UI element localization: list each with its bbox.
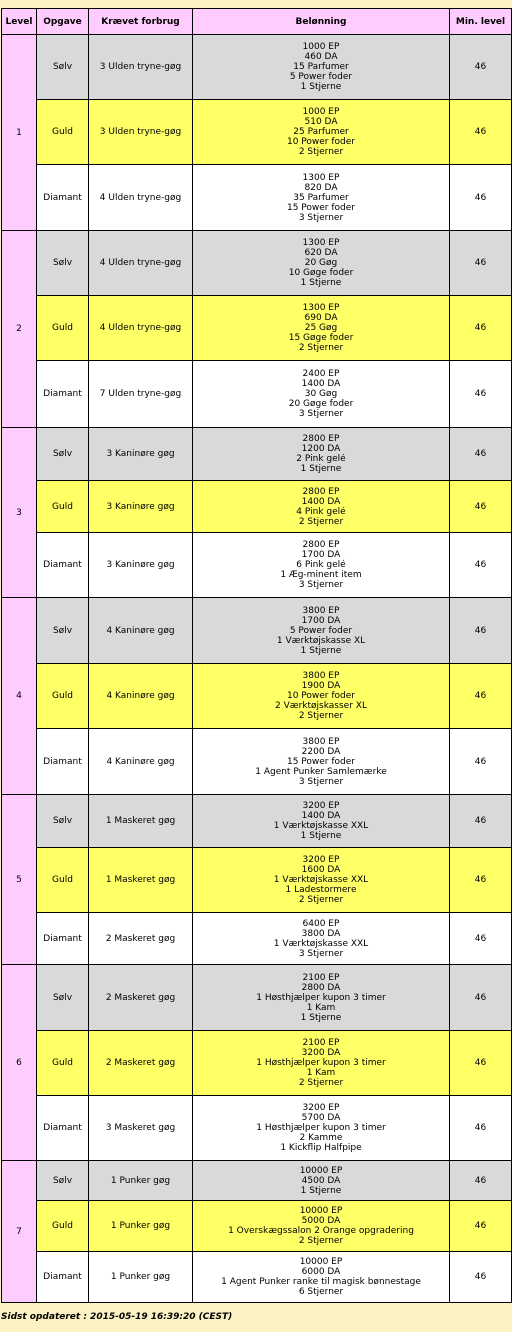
reward-line: 25 Gøg bbox=[304, 323, 338, 333]
task-type-cell: Diamant bbox=[37, 1252, 89, 1303]
reward-line: 1300 EP bbox=[302, 172, 340, 183]
min-level-cell: 46 bbox=[450, 533, 512, 598]
reward-line: 2800 EP bbox=[302, 540, 340, 550]
table-row bbox=[2, 598, 512, 664]
table-row bbox=[2, 231, 512, 296]
reward-line: 3800 EP bbox=[302, 736, 340, 747]
reward-line: 2 Stjerner bbox=[298, 147, 344, 157]
min-level-cell: 46 bbox=[450, 1096, 512, 1161]
min-level-cell: 46 bbox=[450, 1201, 512, 1252]
task-type-cell: Sølv bbox=[37, 1161, 89, 1201]
task-type-cell: Sølv bbox=[37, 965, 89, 1031]
reward-line: 15 Power foder bbox=[286, 756, 355, 767]
min-level-cell: 46 bbox=[450, 1252, 512, 1303]
reward-cell bbox=[193, 1252, 450, 1303]
requirement-cell: 1 Punker gøg bbox=[89, 1201, 193, 1252]
reward-line: 6 Pink gelé bbox=[296, 560, 346, 570]
task-type-cell: Guld bbox=[37, 664, 89, 729]
reward-line: 1600 DA bbox=[301, 865, 341, 875]
reward-line: 3200 EP bbox=[302, 1103, 340, 1113]
reward-line: 5 Power foder bbox=[289, 625, 353, 636]
reward-line: 2800 DA bbox=[301, 982, 341, 993]
table-row bbox=[2, 361, 512, 428]
reward-line: 3800 EP bbox=[302, 671, 340, 681]
reward-line: 1 Værktøjskasse XXL bbox=[273, 938, 369, 949]
task-type-cell: Diamant bbox=[37, 913, 89, 965]
reward-line: 1700 DA bbox=[301, 615, 341, 626]
reward-line: 1 Høsthjælper kupon 3 timer bbox=[256, 1123, 386, 1133]
reward-line: 15 Power foder bbox=[286, 202, 355, 213]
reward-line: 1 Agent Punker ranke til magisk bønnestage bbox=[221, 1277, 421, 1287]
reward-cell bbox=[193, 361, 450, 428]
table-row bbox=[2, 296, 512, 361]
task-type-cell: Guld bbox=[37, 296, 89, 361]
reward-line: 3 Stjerner bbox=[298, 212, 344, 223]
reward-line: 1 Stjerne bbox=[300, 464, 342, 474]
reward-cell bbox=[193, 100, 450, 165]
reward-line: 1400 DA bbox=[301, 379, 341, 389]
reward-line: 10000 EP bbox=[299, 1206, 343, 1216]
table-row bbox=[2, 35, 512, 100]
reward-line: 1 Agent Punker Samlemærke bbox=[255, 766, 387, 777]
task-type-cell: Diamant bbox=[37, 361, 89, 428]
reward-line: 2400 EP bbox=[302, 369, 340, 379]
header-requirement: Krævet forbrug bbox=[89, 9, 193, 35]
reward-line: 1400 DA bbox=[301, 496, 341, 507]
reward-cell bbox=[193, 481, 450, 533]
min-level-cell: 46 bbox=[450, 965, 512, 1031]
reward-line: 1 Høsthjælper kupon 3 timer bbox=[256, 1058, 386, 1068]
task-type-cell: Sølv bbox=[37, 795, 89, 848]
table-row bbox=[2, 481, 512, 533]
reward-line: 620 DA bbox=[304, 248, 338, 258]
table-row bbox=[2, 1252, 512, 1303]
reward-line: 4 Pink gelé bbox=[296, 506, 346, 517]
requirement-cell: 3 Maskeret gøg bbox=[89, 1096, 193, 1161]
reward-line: 2 Stjerner bbox=[298, 895, 344, 905]
table-row bbox=[2, 165, 512, 231]
reward-line: 1400 DA bbox=[301, 811, 341, 821]
reward-cell bbox=[193, 1096, 450, 1161]
reward-line: 1300 EP bbox=[302, 303, 340, 313]
reward-line: 1 Stjerne bbox=[300, 278, 342, 288]
reward-cell bbox=[193, 231, 450, 296]
requirement-cell: 4 Ulden tryne-gøg bbox=[89, 296, 193, 361]
reward-line: 2800 EP bbox=[302, 434, 340, 444]
reward-line: 3 Stjerner bbox=[298, 948, 344, 959]
reward-line: 3 Stjerner bbox=[298, 776, 344, 787]
reward-line: 1200 DA bbox=[301, 444, 341, 454]
reward-line: 35 Parfumer bbox=[293, 192, 349, 203]
requirement-cell: 3 Kaninøre gøg bbox=[89, 481, 193, 533]
reward-cell bbox=[193, 664, 450, 729]
reward-line: 15 Gøge foder bbox=[288, 333, 354, 343]
reward-line: 1 Stjerne bbox=[300, 82, 342, 92]
reward-line: 10000 EP bbox=[299, 1257, 343, 1267]
min-level-cell: 46 bbox=[450, 481, 512, 533]
reward-line: 3 Stjerner bbox=[298, 580, 344, 590]
reward-line: 10 Power foder bbox=[286, 691, 355, 701]
requirement-cell: 4 Ulden tryne-gøg bbox=[89, 165, 193, 231]
task-type-cell: Guld bbox=[37, 1031, 89, 1096]
reward-line: 1 Overskægssalon 2 Orange opgradering bbox=[228, 1226, 414, 1236]
reward-line: 1 Kickflip Halfpipe bbox=[280, 1143, 362, 1153]
table-row bbox=[2, 965, 512, 1031]
reward-line: 3800 EP bbox=[302, 605, 340, 616]
table-row bbox=[2, 729, 512, 795]
requirement-cell: 3 Kaninøre gøg bbox=[89, 428, 193, 481]
requirement-cell: 2 Maskeret gøg bbox=[89, 965, 193, 1031]
reward-cell bbox=[193, 35, 450, 100]
reward-line: 1 Værktøjskasse XXL bbox=[273, 875, 369, 885]
min-level-cell: 46 bbox=[450, 598, 512, 664]
reward-line: 1000 EP bbox=[302, 107, 340, 117]
task-type-cell: Guld bbox=[37, 848, 89, 913]
header-reward: Belønning bbox=[193, 9, 450, 35]
requirement-cell: 7 Ulden tryne-gøg bbox=[89, 361, 193, 428]
requirement-cell: 3 Kaninøre gøg bbox=[89, 533, 193, 598]
reward-line: 2200 DA bbox=[301, 746, 341, 757]
reward-cell bbox=[193, 848, 450, 913]
table-row bbox=[2, 100, 512, 165]
table-row bbox=[2, 1096, 512, 1161]
task-type-cell: Guld bbox=[37, 100, 89, 165]
min-level-cell: 46 bbox=[450, 848, 512, 913]
reward-line: 1900 DA bbox=[301, 681, 341, 691]
task-type-cell: Diamant bbox=[37, 1096, 89, 1161]
task-type-cell: Sølv bbox=[37, 35, 89, 100]
min-level-cell: 46 bbox=[450, 35, 512, 100]
reward-line: 1 Stjerne bbox=[300, 645, 342, 656]
reward-line: 820 DA bbox=[304, 182, 338, 193]
level-cell: 5 bbox=[2, 795, 37, 965]
level-cell: 1 bbox=[2, 35, 37, 231]
task-type-cell: Diamant bbox=[37, 533, 89, 598]
reward-line: 1 Værktøjskasse XXL bbox=[273, 821, 369, 831]
reward-cell bbox=[193, 1201, 450, 1252]
reward-cell bbox=[193, 1031, 450, 1096]
min-level-cell: 46 bbox=[450, 231, 512, 296]
header-task: Opgave bbox=[37, 9, 89, 35]
table-row bbox=[2, 664, 512, 729]
task-type-cell: Guld bbox=[37, 481, 89, 533]
reward-line: 2 Værktøjskasser XL bbox=[275, 701, 367, 711]
reward-line: 3200 DA bbox=[301, 1048, 341, 1058]
requirement-cell: 1 Maskeret gøg bbox=[89, 848, 193, 913]
task-type-cell: Guld bbox=[37, 1201, 89, 1252]
reward-line: 2 Stjerner bbox=[298, 1078, 344, 1088]
task-type-cell: Sølv bbox=[37, 598, 89, 664]
table-row bbox=[2, 848, 512, 913]
requirement-cell: 3 Ulden tryne-gøg bbox=[89, 100, 193, 165]
reward-line: 2 Stjerner bbox=[298, 343, 344, 353]
requirement-cell: 2 Maskeret gøg bbox=[89, 1031, 193, 1096]
reward-line: 1000 EP bbox=[302, 42, 340, 52]
reward-line: 5000 DA bbox=[301, 1216, 341, 1226]
reward-cell bbox=[193, 165, 450, 231]
table-row bbox=[2, 1031, 512, 1096]
rewards-body bbox=[2, 35, 512, 1303]
reward-line: 10 Power foder bbox=[286, 137, 355, 147]
min-level-cell: 46 bbox=[450, 165, 512, 231]
table-row bbox=[2, 913, 512, 965]
reward-line: 1 Æg-minent item bbox=[280, 570, 362, 580]
min-level-cell: 46 bbox=[450, 361, 512, 428]
table-row bbox=[2, 1201, 512, 1252]
reward-cell bbox=[193, 533, 450, 598]
min-level-cell: 46 bbox=[450, 100, 512, 165]
reward-line: 2 Pink gelé bbox=[296, 454, 346, 464]
reward-line: 30 Gøg bbox=[304, 389, 338, 399]
table-row bbox=[2, 428, 512, 481]
reward-line: 5 Power foder bbox=[289, 72, 353, 82]
task-type-cell: Sølv bbox=[37, 231, 89, 296]
reward-line: 4500 DA bbox=[301, 1175, 341, 1186]
requirement-cell: 1 Punker gøg bbox=[89, 1161, 193, 1201]
level-cell: 7 bbox=[2, 1161, 37, 1303]
min-level-cell: 46 bbox=[450, 428, 512, 481]
reward-cell bbox=[193, 598, 450, 664]
reward-line: 3200 EP bbox=[302, 801, 340, 811]
reward-line: 10 Gøge foder bbox=[288, 268, 354, 278]
reward-line: 1 Værktøjskasse XL bbox=[276, 635, 366, 646]
min-level-cell: 46 bbox=[450, 913, 512, 965]
requirement-cell: 4 Kaninøre gøg bbox=[89, 664, 193, 729]
requirement-cell: 1 Punker gøg bbox=[89, 1252, 193, 1303]
reward-cell bbox=[193, 1161, 450, 1201]
requirement-cell: 4 Ulden tryne-gøg bbox=[89, 231, 193, 296]
header-row bbox=[2, 9, 512, 35]
reward-line: 2100 EP bbox=[302, 972, 340, 983]
table-row bbox=[2, 1161, 512, 1201]
reward-line: 1 Kam bbox=[306, 1002, 336, 1013]
reward-cell bbox=[193, 296, 450, 361]
min-level-cell: 46 bbox=[450, 795, 512, 848]
task-type-cell: Diamant bbox=[37, 165, 89, 231]
min-level-cell: 46 bbox=[450, 729, 512, 795]
reward-line: 6 Stjerner bbox=[298, 1287, 344, 1297]
level-cell: 6 bbox=[2, 965, 37, 1161]
reward-line: 2 Kamme bbox=[299, 1133, 343, 1143]
min-level-cell: 46 bbox=[450, 664, 512, 729]
reward-line: 2 Stjerner bbox=[298, 711, 344, 721]
reward-cell bbox=[193, 795, 450, 848]
task-type-cell: Diamant bbox=[37, 729, 89, 795]
reward-line: 15 Parfumer bbox=[293, 62, 349, 72]
reward-line: 1 Stjerne bbox=[300, 1185, 342, 1196]
reward-line: 20 Gøge foder bbox=[288, 399, 354, 409]
reward-line: 2800 EP bbox=[302, 486, 340, 497]
min-level-cell: 46 bbox=[450, 1031, 512, 1096]
reward-line: 1 Kam bbox=[306, 1068, 336, 1078]
reward-line: 1300 EP bbox=[302, 238, 340, 248]
level-cell: 4 bbox=[2, 598, 37, 795]
reward-cell bbox=[193, 965, 450, 1031]
task-type-cell: Sølv bbox=[37, 428, 89, 481]
min-level-cell: 46 bbox=[450, 1161, 512, 1201]
reward-cell bbox=[193, 913, 450, 965]
requirement-cell: 3 Ulden tryne-gøg bbox=[89, 35, 193, 100]
reward-line: 20 Gøg bbox=[304, 258, 338, 268]
requirement-cell: 1 Maskeret gøg bbox=[89, 795, 193, 848]
level-cell: 2 bbox=[2, 231, 37, 428]
reward-line: 6400 EP bbox=[302, 918, 340, 929]
reward-line: 1 Høsthjælper kupon 3 timer bbox=[256, 992, 386, 1003]
reward-line: 2 Stjerner bbox=[298, 516, 344, 527]
min-level-cell: 46 bbox=[450, 296, 512, 361]
reward-cell bbox=[193, 729, 450, 795]
reward-line: 25 Parfumer bbox=[293, 127, 349, 137]
requirement-cell: 4 Kaninøre gøg bbox=[89, 729, 193, 795]
reward-line: 2100 EP bbox=[302, 1038, 340, 1048]
reward-line: 1700 DA bbox=[301, 550, 341, 560]
rewards-table bbox=[1, 8, 512, 1303]
reward-line: 690 DA bbox=[304, 313, 338, 323]
reward-line: 3200 EP bbox=[302, 855, 340, 865]
requirement-cell: 2 Maskeret gøg bbox=[89, 913, 193, 965]
table-row bbox=[2, 795, 512, 848]
requirement-cell: 4 Kaninøre gøg bbox=[89, 598, 193, 664]
reward-line: 1 Stjerne bbox=[300, 831, 342, 841]
reward-line: 6000 DA bbox=[301, 1267, 341, 1277]
reward-cell bbox=[193, 428, 450, 481]
last-updated: Sidst opdateret : 2015-05-19 16:39:20 (CEST) bbox=[1, 1312, 233, 1322]
reward-line: 3 Stjerner bbox=[298, 409, 344, 419]
reward-line: 510 DA bbox=[304, 117, 338, 127]
header-min-level: Min. level bbox=[450, 9, 512, 35]
reward-line: 460 DA bbox=[304, 52, 338, 62]
reward-line: 3800 DA bbox=[301, 928, 341, 939]
level-cell: 3 bbox=[2, 428, 37, 598]
reward-line: 1 Stjerne bbox=[300, 1012, 342, 1023]
table-row bbox=[2, 533, 512, 598]
reward-line: 1 Ladestormere bbox=[285, 885, 357, 895]
reward-line: 2 Stjerner bbox=[298, 1236, 344, 1246]
header-level: Level bbox=[2, 9, 37, 35]
reward-line: 5700 DA bbox=[301, 1113, 341, 1123]
reward-line: 10000 EP bbox=[299, 1165, 343, 1176]
